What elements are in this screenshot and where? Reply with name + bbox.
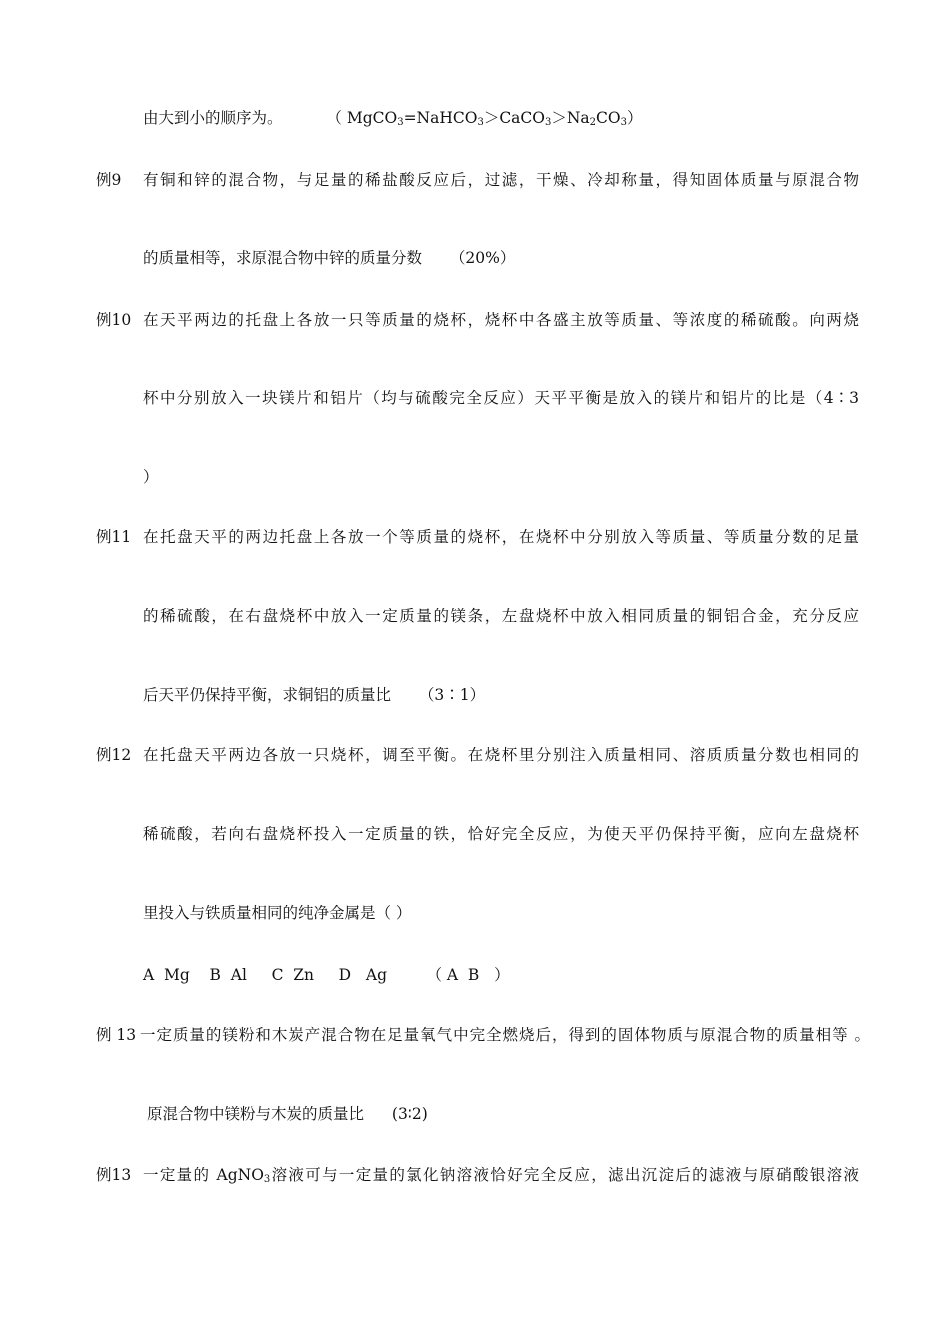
ex9-line-2 xyxy=(143,248,515,268)
ex12-line-3: 里投入与铁质量相同的纯净金属是（ ） xyxy=(143,904,412,922)
ex13a-label: 例 13 xyxy=(96,1026,137,1044)
ex13a-line-2-text: 原混合物中镁粉与木炭的质量比 xyxy=(147,1105,365,1123)
ex11-line-1: 在托盘天平的两边托盘上各放一个等质量的烧杯，在烧杯中分别放入等质量、等质量分数的足量 xyxy=(143,528,859,546)
ex10-label: 例10 xyxy=(96,311,132,329)
ex13a-line-2 xyxy=(147,1104,428,1124)
intro-answer: （ $MgCO_3=NaHCO_3>CaCO_3>Na_2CO_3$） xyxy=(326,109,643,128)
ex13b-line-1-prefix: 一定量的 AgNO xyxy=(143,1166,264,1184)
ex12-label: 例12 xyxy=(96,746,132,764)
ex12-line-2: 稀硫酸，若向右盘烧杯投入一定质量的铁，恰好完全反应，为使天平仍保持平衡，应向左盘烧杯 xyxy=(143,825,859,843)
ex10-line-2: 杯中分别放入一块镁片和铝片（均与硫酸完全反应）天平平衡是放入的镁片和铝片的比是（4∶3 xyxy=(143,389,859,407)
ex13b-subscript: 3 xyxy=(263,1174,271,1185)
ex11-line-3 xyxy=(143,685,485,705)
ex9-label: 例9 xyxy=(96,171,122,189)
ex9-answer: （20%） xyxy=(449,249,516,267)
ex12-options: A Mg B Al C Zn D Ag xyxy=(143,966,388,984)
ex13b-line-1-rest: 溶液可与一定量的氯化钠溶液恰好完全反应，滤出沉淀后的滤液与原硝酸银溶液 xyxy=(270,1166,859,1184)
intro-text: 由大到小的顺序为。 xyxy=(143,109,283,127)
ex12-answer: （ A B ） xyxy=(426,966,510,984)
ex12-options-line xyxy=(143,965,510,985)
ex9-line-2-text: 的质量相等，求原混合物中锌的质量分数 xyxy=(143,249,423,267)
ex11-line-3-text: 后天平仍保持平衡，求铜铝的质量比 xyxy=(143,686,392,704)
ex12-line-1: 在托盘天平两边各放一只烧杯，调至平衡。在烧杯里分别注入质量相同、溶质质量分数也相同的 xyxy=(143,746,859,764)
ex11-answer: （3∶1） xyxy=(418,686,486,704)
ex11-line-2: 的稀硫酸，在右盘烧杯中放入一定质量的镁条，左盘烧杯中放入相同质量的铜铝合金，充分反应 xyxy=(143,607,859,625)
ex9-line-1: 有铜和锌的混合物，与足量的稀盐酸反应后，过滤，干燥、冷却称量，得知固体质量与原混合物 xyxy=(143,171,859,189)
ex13a-line-1: 一定质量的镁粉和木炭产混合物在足量氧气中完全燃烧后，得到的固体物质与原混合物的质量相等 。 xyxy=(140,1026,870,1044)
ex13b-label: 例13 xyxy=(96,1166,132,1184)
intro-line xyxy=(143,108,643,128)
ex11-label: 例11 xyxy=(96,528,132,546)
ex13a-answer: (3∶2) xyxy=(391,1105,428,1123)
ex10-line-3: ） xyxy=(143,468,159,486)
ex10-line-1: 在天平两边的托盘上各放一只等质量的烧杯，烧杯中各盛主放等质量、等浓度的稀硫酸。向两烧 xyxy=(143,311,859,329)
ex13b-line-1 xyxy=(143,1165,859,1185)
